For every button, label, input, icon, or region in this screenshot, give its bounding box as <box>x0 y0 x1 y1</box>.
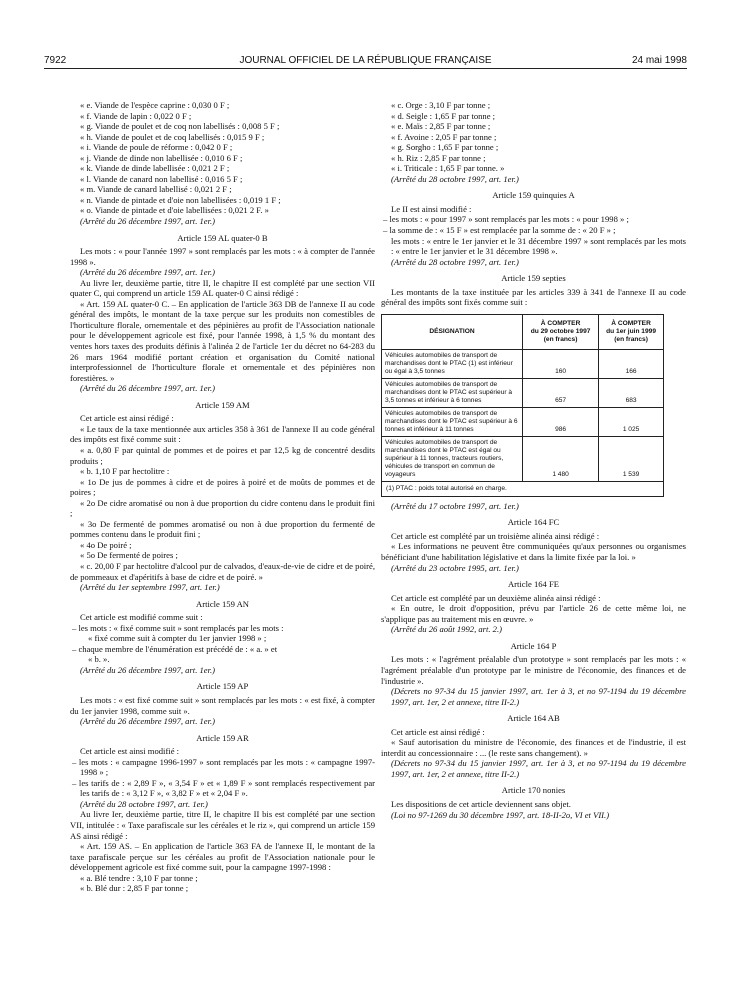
list-item: « m. Viande de canard labellisé : 0,021 2 F ; <box>80 184 232 195</box>
paragraph: « Art. 159 AL quater-0 C. – En application de l'article 363 DB de l'annexe II au code général des impôts, le montant de la taxe perçue sur les produits non comestibles de l'horticulture florale, ornementale et des pépinières au profit de l'Association nationale pour le développement agricole est fixé, pour l'année 1998, à 1,5 % du montant des ventes hors taxes des produits définis à l'alinéa 2 de l'article 1er du décret no 64-283 du 26 mars 1964 modifié portant création et organisation du Comité national interprofessionnel de l'horticulture florale et ornementale et des pépinières non forestières. » <box>70 298 375 383</box>
row-value-1999: 683 <box>599 378 664 407</box>
paragraph: « Sauf autorisation du ministre de l'économie, des finances et de l'industrie, il est interdit au concessionnaire : ... (le reste sans changement). » <box>381 737 686 758</box>
paragraph: « h. Riz : 2,85 F par tonne ; <box>391 152 486 163</box>
left-column <box>70 100 375 894</box>
citation: (Arrêté du 28 octobre 1997, art. 1er.) <box>80 798 208 809</box>
right-column-bottom <box>381 501 686 820</box>
paragraph: Cet article est ainsi modifié : <box>80 746 180 757</box>
paragraph: Les mots : « l'agrément préalable d'un prototype » sont remplacés par les mots : « l'agrément préalable d'un prototype par le ministre de l'économie, des finances et de l'industrie ». <box>381 654 686 686</box>
header-from-1997-line3: (en francs) <box>543 335 578 343</box>
dash-item: – les mots : « pour 1997 » sont remplacés par les mots : « pour 1998 » ; <box>383 214 629 225</box>
article-heading: Article 164 FE <box>507 579 560 590</box>
article-heading: Article 159 AP <box>196 681 249 692</box>
dash-item: – chaque membre de l'énumération est précédé de : « a. » et <box>72 643 278 654</box>
dash-item: – les mots : « fixé comme suit » sont remplacés par les mots : <box>72 622 284 633</box>
paragraph: « Le taux de la taxe mentionnée aux articles 358 à 361 de l'annexe II au code général des impôts est fixé comme suit : <box>70 423 375 445</box>
list-item: « f. Viande de lapin : 0,022 0 F ; <box>80 110 192 121</box>
paragraph: « g. Sorgho : 1,65 F par tonne ; <box>391 142 499 153</box>
paragraph: Les mots : « est fixé comme suit » sont remplacés par les mots : « est fixé, à compter du 1er janvier 1998, comme suit ». <box>70 694 375 716</box>
table-note: (1) PTAC : poids total autorisé en charge. <box>382 481 664 496</box>
row-label: Véhicules automobiles de transport de marchandises dont le PTAC (1) est inférieur ou égal à 3,5 tonnes <box>382 349 523 378</box>
table-note-row <box>382 481 664 496</box>
paragraph: « a. 0,80 F par quintal de pommes et de poires et par 12,5 kg de concentré desdits produits ; <box>70 444 375 466</box>
dash-continuation: « b. ». <box>88 654 110 665</box>
row-value-1999: 166 <box>599 349 664 378</box>
citation: (Arrêté du 23 octobre 1995, art. 1er.) <box>391 562 519 573</box>
dash-item: – les mots : « campagne 1996-1997 » sont remplacés par les mots : « campagne 1997-1998 » ; <box>72 756 375 778</box>
row-value-1997: 1 480 <box>523 436 599 481</box>
row-value-1997: 986 <box>523 407 599 436</box>
article-heading: Article 159 AN <box>196 598 249 609</box>
dash-item: – les tarifs de : « 2,89 F », « 3,54 F » et « 1,89 F » sont remplacés respectivement par les tarifs de : « 3,12 F », « 3,82 F » et « 2,04 F ». <box>72 777 375 799</box>
page-number: 7922 <box>44 55 67 66</box>
paragraph: Au livre Ier, deuxième partie, titre II, le chapitre II est complété par une section VII quater C, qui comprend un article 159 AL quater-0 C ainsi rédigé : <box>70 277 375 299</box>
page-header <box>0 0 731 66</box>
paragraph: « a. Blé tendre : 3,10 F par tonne ; <box>80 872 198 883</box>
citation: (Arrêté du 28 octobre 1997, art. 1er.) <box>391 256 519 267</box>
citation: (Arrêté du 28 octobre 1997, art. 1er.) <box>391 173 519 184</box>
row-value-1997: 160 <box>523 349 599 378</box>
table-row <box>382 407 664 436</box>
header-from-1999-line2: du 1er juin 1999 <box>606 327 656 335</box>
paragraph: « i. Triticale : 1,65 F par tonne. » <box>391 163 505 174</box>
header-from-1997 <box>523 314 599 349</box>
list-item: « j. Viande de dinde non labellisée : 0,010 6 F ; <box>80 152 243 163</box>
paragraph: « c. Orge : 3,10 F par tonne ; <box>391 100 491 110</box>
paragraph: « 1o De jus de pommes à cidre et de poires à poiré et de moûts de pommes et de poires ; <box>70 476 375 498</box>
issue-date: 24 mai 1998 <box>631 55 687 66</box>
header-from-1999-line3: (en francs) <box>614 335 648 343</box>
paragraph: « 3o De fermenté de pommes aromatisé ou non à due proportion du fermenté de pommes contenu dans le produit fini ; <box>70 518 375 540</box>
citation: (Décrets no 97-34 du 15 janvier 1997, art. 1er à 3, et no 97-1194 du 19 décembre 1997, art. 1er, 2 et annexe, titre II-2.) <box>391 758 686 779</box>
citation: (Arrêté du 26 décembre 1997, art. 1er.) <box>80 216 216 227</box>
citation: (Arrêté du 26 décembre 1997, art. 1er.) <box>80 267 216 278</box>
paragraph: Cet article est complété par un deuxième alinéa ainsi rédigé : <box>391 592 601 603</box>
citation: (Arrêté du 26 décembre 1997, art. 1er.) <box>80 664 216 675</box>
paragraph: « 5o De fermenté de poires ; <box>80 550 178 561</box>
row-label: Véhicules automobiles de transport de marchandises dont le PTAC est supérieur à 3,5 tonnes et inférieur à 6 tonnes <box>382 378 523 407</box>
dash-continuation: « fixé comme suit à compter du 1er janvier 1998 » ; <box>88 633 267 644</box>
list-item: « h. Viande de poulet et de coq labellisés : 0,015 9 F ; <box>80 131 265 142</box>
citation: (Décrets no 97-34 du 15 janvier 1997, art. 1er à 3, et no 97-1194 du 19 décembre 1997, art. 1er, 2 et annexe, titre II-2.) <box>391 686 686 707</box>
row-value-1999: 1 539 <box>599 436 664 481</box>
dash-continuation: les mots : « entre le 1er janvier et le 31 décembre 1997 » sont remplacés par les mots : « entre le 1er janvier et le 31 décembre 1998 ». <box>391 235 686 257</box>
table-row <box>382 349 664 378</box>
paragraph: Les montants de la taxe instituée par les articles 339 à 341 de l'annexe II au code général des impôts sont fixés comme suit : <box>381 286 686 308</box>
row-value-1997: 657 <box>523 378 599 407</box>
header-from-1999 <box>599 314 664 349</box>
list-item: « e. Viande de l'espèce caprine : 0,030 0 F ; <box>80 100 230 110</box>
paragraph: « Art. 159 AS. – En application de l'article 363 FA de l'annexe II, le montant de la taxe parafiscale perçue sur les céréales au profit de l'Association nationale pour le développement agricole est fixé comme suit, pour la campagne 1997-1998 : <box>70 841 375 873</box>
right-column-top <box>381 100 686 308</box>
paragraph: Au livre Ier, deuxième partie, titre II, le chapitre II bis est complété par une section VII, intitulée : « Taxe parafiscale sur les céréales et le riz », qui comprend un article 159 AS ainsi rédigé : <box>70 809 375 841</box>
table-header-row <box>382 314 664 349</box>
paragraph: Cet article est modifié comme suit : <box>80 612 203 623</box>
row-value-1999: 1 025 <box>599 407 664 436</box>
table-row <box>382 378 664 407</box>
paragraph: Les dispositions de cet article deviennent sans objet. <box>391 798 571 809</box>
header-from-1997-line1: À COMPTER <box>540 319 581 327</box>
paragraph: Cet article est ainsi rédigé : <box>80 413 174 424</box>
paragraph: « b. Blé dur : 2,85 F par tonne ; <box>80 883 189 894</box>
list-item: « n. Viande de pintade et d'oie non labellisées : 0,019 1 F ; <box>80 194 281 205</box>
paragraph: Le II est ainsi modifié : <box>391 203 472 214</box>
citation: (Arrêté du 26 décembre 1997, art. 1er.) <box>80 716 216 727</box>
right-column <box>381 100 686 820</box>
article-heading: Article 159 AL quater-0 B <box>177 232 268 243</box>
article-heading: Article 159 septies <box>501 273 566 284</box>
header-designation: DÉSIGNATION <box>382 314 523 349</box>
citation: (Loi no 97-1269 du 30 décembre 1997, art. 18-II-2o, VI et VII.) <box>391 809 610 820</box>
paragraph: « f. Avoine : 2,05 F par tonne ; <box>391 131 497 142</box>
paragraph: « 2o De cidre aromatisé ou non à due proportion du cidre contenu dans le produit fini ; <box>70 497 375 519</box>
paragraph: Cet article est ainsi rédigé : <box>391 726 485 737</box>
journal-title: JOURNAL OFFICIEL DE LA RÉPUBLIQUE FRANÇAISE <box>239 55 492 66</box>
article-heading: Article 159 quinquies A <box>492 190 575 201</box>
header-from-1997-line2: du 29 octobre 1997 <box>530 327 591 335</box>
paragraph: Les mots : « pour l'année 1997 » sont remplacés par les mots : « à compter de l'année 1998 ». <box>70 246 375 267</box>
list-item: « l. Viande de canard non labellisé : 0,016 5 F ; <box>80 173 243 184</box>
citation: (Arrêté du 1er septembre 1997, art. 1er.) <box>80 582 220 593</box>
header-rule <box>44 68 687 69</box>
paragraph: « d. Seigle : 1,65 F par tonne ; <box>391 110 496 121</box>
paragraph: « 4o De poiré ; <box>80 539 132 550</box>
row-label: Véhicules automobiles de transport de marchandises dont le PTAC est égal ou supérieur à 11 tonnes, tracteurs routiers, véhicules de transport en commun de voyageurs <box>382 436 523 481</box>
citation: (Arrêté du 17 octobre 1997, art. 1er.) <box>391 500 519 511</box>
article-heading: Article 164 P <box>510 640 557 651</box>
header-from-1999-line1: À COMPTER <box>611 319 651 327</box>
article-heading: Article 164 FC <box>507 517 560 528</box>
article-heading: Article 164 AB <box>507 713 560 724</box>
article-heading: Article 159 AM <box>195 399 250 410</box>
table-row <box>382 436 664 481</box>
citation: (Arrêté du 26 décembre 1997, art. 1er.) <box>80 383 216 394</box>
tax-table <box>381 314 664 497</box>
paragraph: « c. 20,00 F par hectolitre d'alcool pur de calvados, d'eaux-de-vie de cidre et de poiré, de pommeaux et d'apéritifs à base de cidre et de poiré. » <box>70 560 375 582</box>
paragraph: « Les informations ne peuvent être communiquées qu'aux personnes ou organismes bénéficiant d'une habilitation législative et dans la limite fixée par la loi. » <box>381 541 686 563</box>
paragraph: « b. 1,10 F par hectolitre : <box>80 466 170 477</box>
dash-item: – la somme de : « 15 F » est remplacée par la somme de : « 20 F » ; <box>383 225 616 236</box>
citation: (Arrêté du 26 août 1992, art. 2.) <box>391 624 502 635</box>
list-item: « g. Viande de poulet et de coq non labellisés : 0,008 5 F ; <box>80 121 280 132</box>
paragraph: « e. Maïs : 2,85 F par tonne ; <box>391 121 491 132</box>
article-heading: Article 159 AR <box>196 732 249 743</box>
paragraph: Cet article est complété par un troisième alinéa ainsi rédigé : <box>391 530 600 541</box>
paragraph: « En outre, le droit d'opposition, prévu par l'article 26 de cette même loi, ne s'applique pas au traitement mis en œuvre. » <box>381 603 686 624</box>
list-item: « i. Viande de poule de réforme : 0,042 0 F ; <box>80 142 233 153</box>
row-label: Véhicules automobiles de transport de marchandises dont le PTAC est supérieur à 6 tonnes et inférieur à 11 tonnes <box>382 407 523 436</box>
list-item: « k. Viande de dinde labellisée : 0,021 2 F ; <box>80 163 230 174</box>
list-item: « o. Viande de pintade et d'oie labellisées : 0,021 2 F. » <box>80 205 269 216</box>
article-heading: Article 170 nonies <box>501 785 566 796</box>
